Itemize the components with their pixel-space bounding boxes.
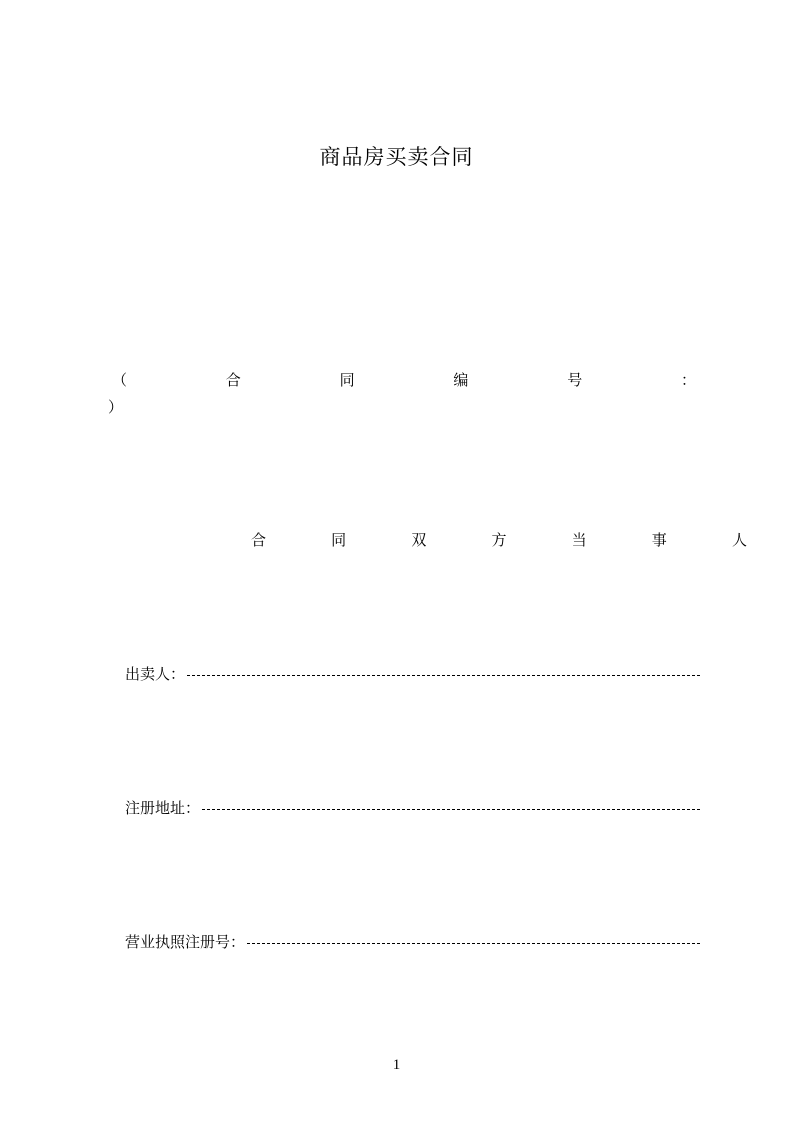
- contract-number-char: 号: [567, 371, 583, 389]
- contract-number-open-paren: （: [112, 371, 128, 389]
- business-license-label: 营业执照注册号：: [125, 933, 246, 951]
- registered-address-label: 注册地址：: [125, 799, 201, 817]
- parties-heading-char: 事: [651, 531, 667, 549]
- seller-field: [125, 664, 700, 684]
- contract-number-char: 合: [225, 371, 241, 389]
- business-license-blank-line[interactable]: [247, 943, 700, 944]
- business-license-field: [125, 932, 700, 952]
- parties-heading-char: 方: [491, 531, 507, 549]
- registered-address-blank-line[interactable]: [202, 809, 700, 810]
- seller-blank-line[interactable]: [187, 675, 700, 676]
- contract-number-colon: ：: [680, 371, 696, 389]
- contract-number-close-paren: ）: [108, 398, 124, 416]
- contract-number-line: [112, 370, 696, 390]
- document-title: 商品房买卖合同: [319, 145, 474, 169]
- parties-heading-char: 同: [331, 531, 347, 549]
- seller-label: 出卖人：: [125, 665, 186, 683]
- parties-heading-char: 当: [571, 531, 587, 549]
- page-number: 1: [392, 1057, 401, 1073]
- contract-number-char: 同: [339, 371, 355, 389]
- contract-number-char: 编: [453, 371, 469, 389]
- parties-heading-char: 双: [411, 531, 427, 549]
- parties-heading: [251, 530, 747, 550]
- parties-heading-char: 合: [251, 531, 267, 549]
- parties-heading-char: 人: [731, 531, 747, 549]
- registered-address-field: [125, 798, 700, 818]
